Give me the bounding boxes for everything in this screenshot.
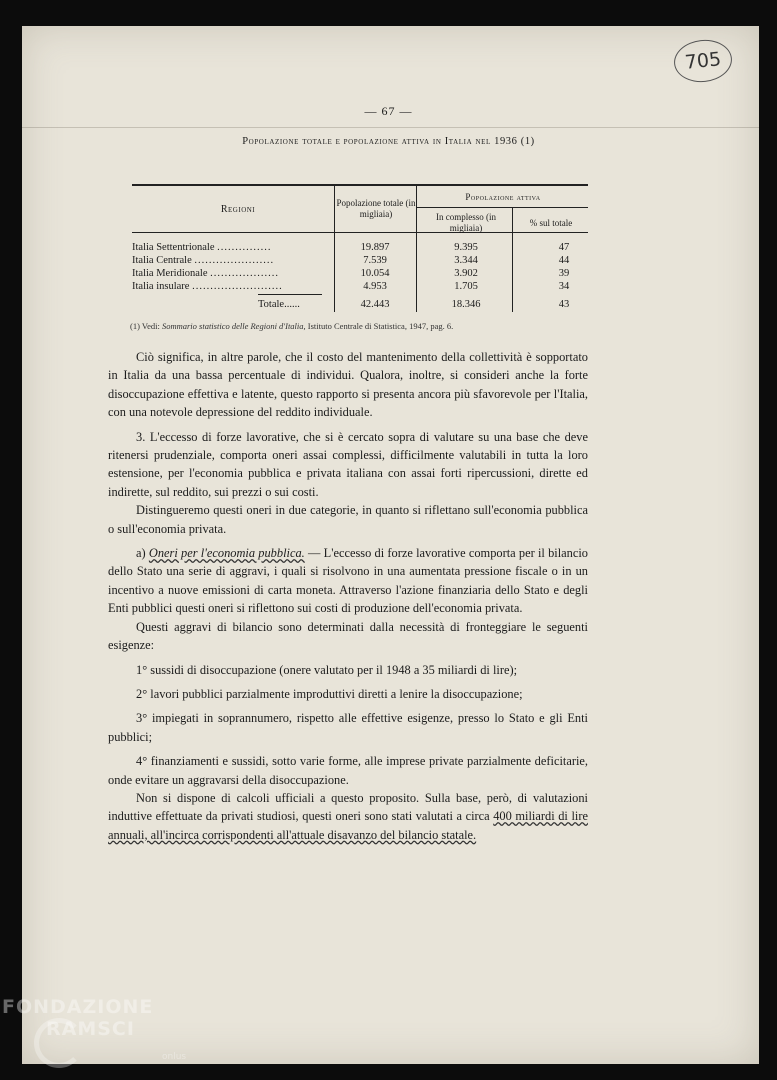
section-title: Oneri per l'economia pubblica. bbox=[148, 546, 305, 561]
paragraph: Distingueremo questi oneri in due categorie, in quanto si riflettano sull'economia pubblica o sull'economia privata. bbox=[108, 503, 588, 536]
list-item: 3° impiegati in soprannumero, rispetto alle effettive esigenze, presso lo Stato e gli Enti pubblici; bbox=[108, 711, 588, 744]
page-number: — 67 — bbox=[364, 104, 413, 118]
row-total: 7.539 bbox=[363, 255, 387, 266]
footnote-rest: Istituto Centrale di Statistica, 1947, pag. 6. bbox=[307, 321, 454, 331]
table-row bbox=[132, 255, 612, 268]
table-top-rule bbox=[132, 184, 588, 186]
section-text: — L'eccesso di forze lavorative comporta per il bilancio dello Stato una serie di aggravi, i quali si risolvono in una aumentata pressione fiscale o in un incentivo a nuove emissioni di carta moneta. Attraverso l'azione finanziaria dello Stato e degli Enti pubblici questi oneri si riflettono sui costi di produzione dell'economia privata. bbox=[108, 546, 588, 616]
table-header-rule bbox=[132, 232, 588, 233]
total-total: 42.443 bbox=[360, 299, 390, 310]
header-pop-attiva: Popolazione attiva bbox=[465, 192, 541, 202]
total-label: Totale...... bbox=[258, 299, 300, 310]
population-table bbox=[108, 156, 588, 310]
header-in-complesso: In complesso (in migliaia) bbox=[436, 212, 496, 233]
table-row bbox=[132, 268, 612, 281]
table-total-rule bbox=[258, 294, 322, 295]
body-text bbox=[108, 348, 588, 844]
section-label: a) bbox=[136, 546, 146, 561]
list-item: 4° finanziamenti e sussidi, sotto varie forme, alle imprese private parzialmente deficitarie, onde evitare un aggravarsi della disoccupazione. bbox=[108, 754, 588, 787]
total-pct: 43 bbox=[558, 299, 570, 310]
table-row bbox=[132, 281, 612, 294]
row-dots: ...................... bbox=[194, 255, 275, 266]
fondazione-gramsci-watermark bbox=[2, 996, 192, 1076]
header-pop-totale: Popolazione totale (in migliaia) bbox=[336, 198, 416, 219]
row-pct: 44 bbox=[558, 255, 570, 266]
table-caption: Popolazione totale e popolazione attiva in Italia nel 1936 (1) bbox=[242, 136, 535, 147]
paragraph: 3. L'eccesso di forze lavorative, che si è cercato sopra di valutare su una base che deve ritenersi prudenziale, comporta oneri assai complessi, difficilmente valutabili in tutta la loro estensione, per l'economia pubblica e privata italiana con assai forti ripercussioni, dirette ed indirette, sul reddito, sui prezzi o sui costi. bbox=[108, 429, 588, 499]
watermark-line2: RAMSCI bbox=[46, 1018, 135, 1040]
footnote-title: Sommario statistico delle Regioni d'Italia, bbox=[161, 321, 306, 331]
list-item: 2° lavori pubblici parzialmente improduttivi diretti a lenire la disoccupazione; bbox=[136, 686, 523, 701]
archive-number-stamp: 705 bbox=[672, 37, 734, 85]
row-active: 3.902 bbox=[454, 268, 478, 279]
row-pct: 34 bbox=[558, 281, 570, 292]
row-active: 1.705 bbox=[454, 281, 478, 292]
table-total-row bbox=[132, 299, 612, 312]
paragraph bbox=[108, 789, 588, 844]
paragraph: Ciò significa, in altre parole, che il costo del mantenimento della collettività è sopportato in Italia da una bassa percentuale di individui. Qualora, inoltre, si consideri anche la forte disoccupazione effettiva e latente, questo rapporto si presenta ancora più sfavorevole per l'Italia, con una notevole depressione del reddito individuale. bbox=[108, 350, 588, 420]
paragraph: Questi aggravi di bilancio sono determinati dalla necessità di fronteggiare le seguenti esigenze: bbox=[108, 619, 588, 653]
row-name: Italia Meridionale bbox=[132, 268, 208, 279]
fold-line bbox=[22, 127, 759, 128]
row-pct: 39 bbox=[558, 268, 570, 279]
watermark-line1: FONDAZIONE bbox=[2, 996, 154, 1018]
row-total: 19.897 bbox=[360, 242, 390, 253]
paragraph bbox=[108, 544, 588, 618]
paragraph-start: Non si dispone di calcoli ufficiali a questo proposito. Sulla base, però, di valutazioni induttive effettuate da privati studiosi, questi oneri sono stati valutati a circa bbox=[108, 790, 588, 824]
row-dots: ............... bbox=[217, 242, 272, 253]
row-dots: ......................... bbox=[192, 281, 283, 292]
header-regioni: Regioni bbox=[220, 204, 256, 215]
total-active: 18.346 bbox=[451, 299, 481, 310]
header-perc-totale: % sul totale bbox=[529, 218, 573, 228]
footnote-prefix: (1) Vedi: bbox=[130, 321, 160, 331]
row-name: Italia Centrale bbox=[132, 255, 192, 266]
row-active: 9.395 bbox=[454, 242, 478, 253]
row-dots: ................... bbox=[210, 268, 280, 279]
row-total: 10.054 bbox=[360, 268, 390, 279]
underlined-text: 400 miliardi di lire annuali, all'incirca corrispondenti all'attuale disavanzo del bilancio statale. bbox=[108, 809, 588, 842]
watermark-onlus: onlus bbox=[162, 1052, 187, 1062]
row-name: Italia insulare bbox=[132, 281, 190, 292]
row-pct: 47 bbox=[558, 242, 570, 253]
table-subheader-rule bbox=[416, 207, 588, 208]
table-row bbox=[132, 242, 612, 255]
table-footnote bbox=[130, 321, 453, 331]
list-item: 1° sussidi di disoccupazione (onere valutato per il 1948 a 35 miliardi di lire); bbox=[136, 662, 518, 677]
row-active: 3.344 bbox=[454, 255, 478, 266]
row-name: Italia Settentrionale bbox=[132, 242, 215, 253]
row-total: 4.953 bbox=[363, 281, 387, 292]
